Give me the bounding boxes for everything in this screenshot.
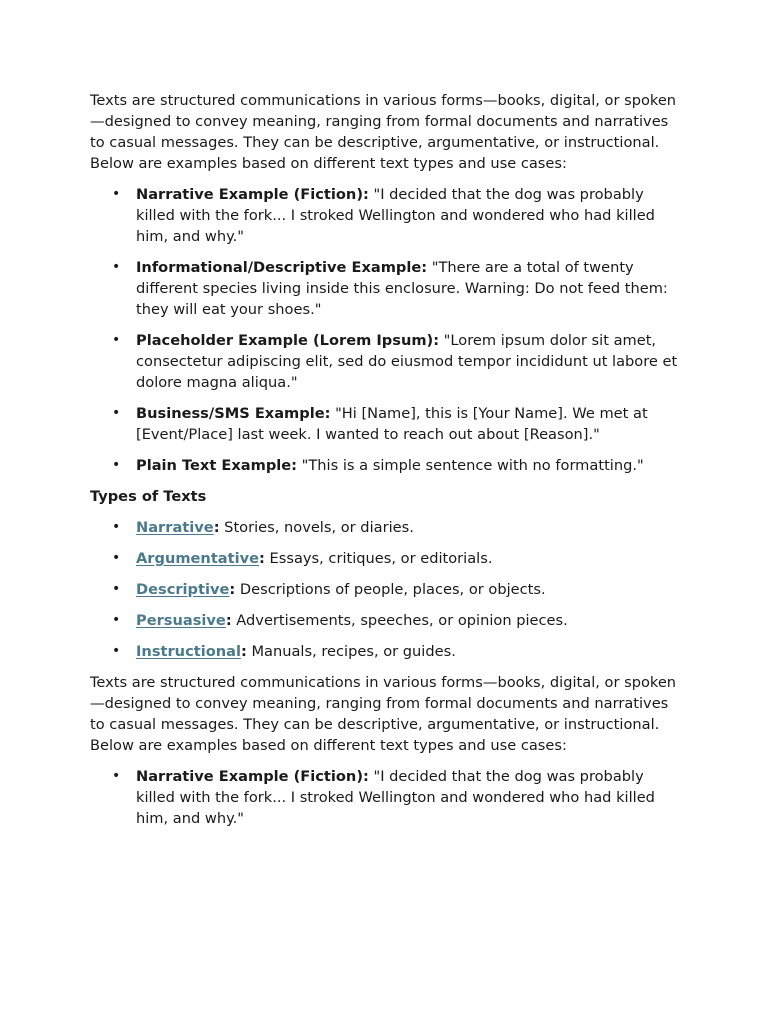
- example-text: "Lorem ipsum dolor sit amet, consectetur adipiscing elit, sed do eiusmod tempor incididunt ut labore et dolore magna aliqua.": [136, 332, 678, 391]
- type-description: Descriptions of people, places, or objects.: [235, 581, 546, 598]
- intro-paragraph-repeat: Texts are structured communications in various forms—books, digital, or spoken—designed to convey meaning, ranging from formal documents and narratives to casual messages. They can be descriptive, argumentative, or instructional. Below are examples based on different text types and use cases:: [90, 674, 677, 754]
- link-argumentative[interactable]: Argumentative: [136, 550, 260, 567]
- example-label: Business/SMS Example:: [136, 405, 331, 422]
- example-label: Placeholder Example (Lorem Ipsum):: [136, 332, 440, 349]
- link-persuasive[interactable]: Persuasive: [136, 612, 226, 629]
- list-item: [136, 184, 680, 247]
- example-label: Narrative Example (Fiction):: [136, 768, 369, 785]
- type-colon: :: [229, 581, 236, 598]
- list-item: [136, 403, 680, 445]
- example-text: "There are a total of twenty different species living inside this enclosure. Warning: Do not feed them: they will eat your shoes.": [136, 259, 668, 318]
- link-instructional[interactable]: Instructional: [136, 643, 241, 660]
- example-label: Informational/Descriptive Example:: [136, 259, 428, 276]
- list-item: [136, 641, 680, 662]
- types-list: [90, 517, 680, 662]
- examples-list: [90, 184, 680, 476]
- list-item: [136, 766, 680, 829]
- types-heading: Types of Texts: [90, 488, 207, 505]
- type-colon: :: [259, 550, 265, 567]
- example-text: "I decided that the dog was probably killed with the fork... I stroked Wellington and wondered who had killed him, and why.": [136, 768, 655, 827]
- link-narrative[interactable]: Narrative: [136, 519, 214, 536]
- type-description: Stories, novels, or diaries.: [219, 519, 414, 536]
- example-label: Narrative Example (Fiction):: [136, 186, 369, 203]
- link-descriptive[interactable]: Descriptive: [136, 581, 230, 598]
- list-item: [136, 257, 680, 320]
- type-description: Essays, critiques, or editorials.: [264, 550, 493, 567]
- list-item: [136, 579, 680, 600]
- list-item: [136, 455, 680, 476]
- list-item: [136, 548, 680, 569]
- type-colon: :: [240, 643, 247, 660]
- examples-list-repeat: [90, 766, 680, 829]
- type-description: Manuals, recipes, or guides.: [246, 643, 456, 660]
- document-body: [90, 90, 680, 839]
- list-item: [136, 330, 680, 393]
- example-label: Plain Text Example:: [136, 457, 298, 474]
- list-item: [136, 610, 680, 631]
- example-text: "I decided that the dog was probably killed with the fork... I stroked Wellington and wondered who had killed him, and why.": [136, 186, 655, 245]
- example-text: "Hi [Name], this is [Your Name]. We met at [Event/Place] last week. I wanted to reach out about [Reason].": [136, 405, 648, 443]
- intro-paragraph: Texts are structured communications in various forms—books, digital, or spoken—designed to convey meaning, ranging from formal documents and narratives to casual messages. They can be descriptive, argumentative, or instructional. Below are examples based on different text types and use cases:: [90, 92, 677, 172]
- type-description: Advertisements, speeches, or opinion pieces.: [231, 612, 568, 629]
- example-text: "This is a simple sentence with no formatting.": [297, 457, 644, 474]
- list-item: [136, 517, 680, 538]
- type-colon: :: [225, 612, 232, 629]
- type-colon: :: [213, 519, 220, 536]
